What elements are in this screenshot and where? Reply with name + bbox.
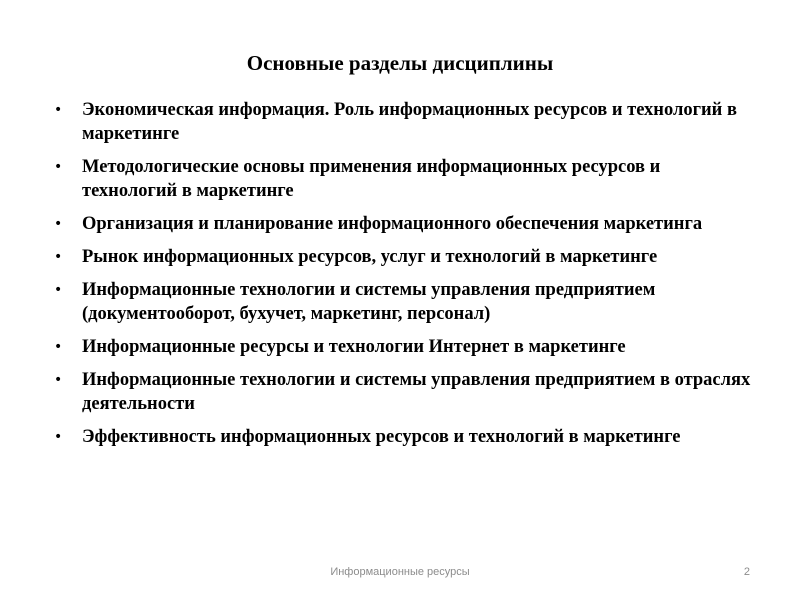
page-number: 2 (743, 566, 750, 578)
list-item (52, 368, 752, 416)
bullet-icon: • (54, 102, 63, 118)
list-item-text: Экономическая информация. Роль информационных ресурсов и технологий в маркетинге (82, 100, 737, 144)
bullet-icon: • (54, 216, 63, 232)
bullet-icon: • (54, 282, 63, 298)
list-item-text: Методологические основы применения информационных ресурсов и технологий в маркетинге (82, 157, 661, 201)
list-item (52, 212, 752, 236)
bullet-icon: • (54, 249, 63, 265)
list-item (52, 278, 752, 326)
list-item-text: Информационные технологии и системы управления предприятием (документооборот, бухучет, маркетинг, персонал) (82, 280, 656, 324)
bullet-icon: • (54, 159, 63, 175)
list-item-text: Информационные ресурсы и технологии Интернет в маркетинге (82, 337, 626, 357)
list-item (52, 245, 752, 269)
bullet-list (52, 98, 752, 458)
slide-title: Основные разделы дисциплины (246, 51, 554, 75)
bullet-icon: • (54, 429, 63, 445)
list-item (52, 425, 752, 449)
list-item (52, 98, 752, 146)
bullet-icon: • (54, 372, 63, 388)
footer-text: Информационные ресурсы (330, 566, 470, 578)
list-item-text: Эффективность информационных ресурсов и технологий в маркетинге (82, 427, 681, 447)
list-item-text: Рынок информационных ресурсов, услуг и технологий в маркетинге (82, 247, 658, 267)
list-item-text: Организация и планирование информационного обеспечения маркетинга (82, 214, 703, 234)
list-item-text: Информационные технологии и системы управления предприятием в отраслях деятельности (82, 370, 751, 414)
list-item (52, 155, 752, 203)
list-item (52, 335, 752, 359)
bullet-icon: • (54, 339, 63, 355)
